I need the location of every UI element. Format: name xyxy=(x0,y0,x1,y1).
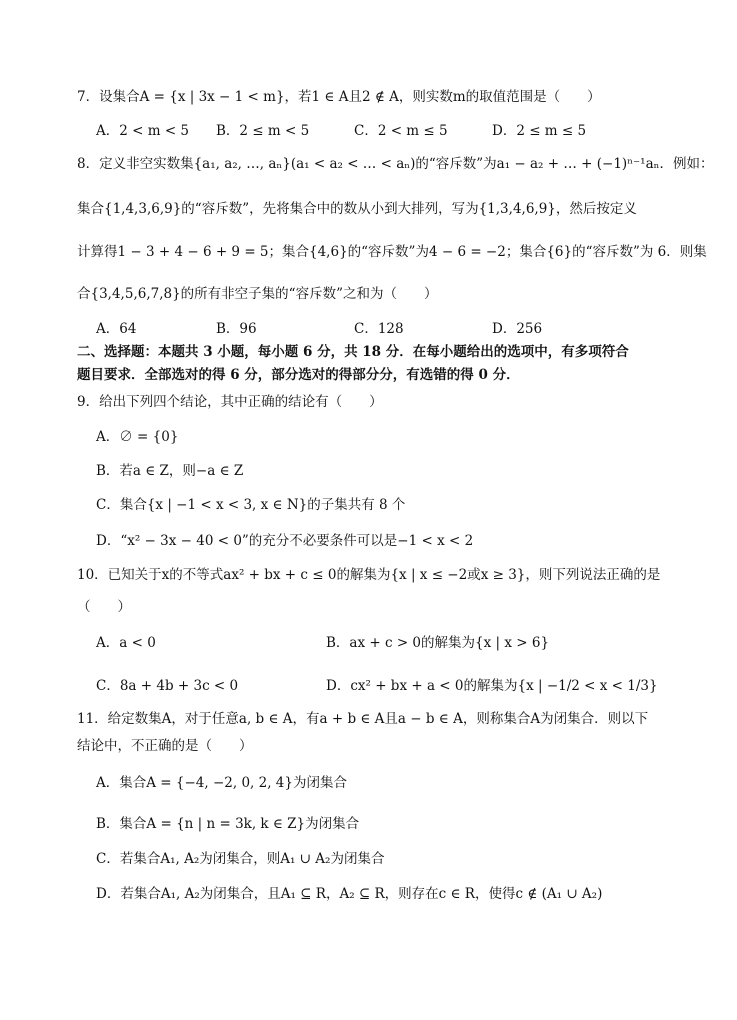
q7-option-b: B．2 ≤ m < 5 xyxy=(216,123,310,139)
q8-option-d: D．256 xyxy=(492,321,543,337)
q10-option-d: D．cx² + bx + a < 0的解集为{x | −1/2 < x < 1/3} xyxy=(326,678,658,694)
q8-option-c: C．128 xyxy=(354,321,404,337)
q8-line-4: 合{3,4,5,6,7,8}的所有非空子集的“容斥数”之和为（ ） xyxy=(77,286,438,302)
q10-option-c: C．8a + 4b + 3c < 0 xyxy=(96,678,239,694)
q9-option-c: C．集合{x | −1 < x < 3, x ∈ N}的子集共有 8 个 xyxy=(96,497,406,513)
q8-option-a: A．64 xyxy=(96,321,137,337)
q11-option-a: A．集合A = {−4, −2, 0, 2, 4}为闭集合 xyxy=(96,775,347,791)
q10-stem: 10．已知关于x的不等式ax² + bx + c ≤ 0的解集为{x | x ≤ −2或x ≥ 3}，则下列说法正确的是 xyxy=(77,567,661,583)
q11-line-1: 11．给定数集A，对于任意a, b ∈ A，有a + b ∈ A且a − b ∈ A，则称集合A为闭集合．则以下 xyxy=(77,711,649,727)
q11-option-b: B．集合A = {n | n = 3k, k ∈ Z}为闭集合 xyxy=(96,816,360,832)
q10-answer-paren: （ ） xyxy=(77,599,131,615)
q11-line-2: 结论中，不正确的是（ ） xyxy=(77,738,253,754)
section-2-instructions: 题目要求．全部选对的得 6 分，部分选对的得部分分，有选错的得 0 分． xyxy=(77,367,520,383)
q11-option-c: C．若集合A₁, A₂为闭集合，则A₁ ∪ A₂为闭集合 xyxy=(96,851,385,867)
q10-option-a: A．a < 0 xyxy=(96,635,156,651)
q9-stem: 9．给出下列四个结论，其中正确的结论有（ ） xyxy=(77,394,383,410)
q9-option-a: A．∅ = {0} xyxy=(96,429,179,445)
q9-option-d: D．“x² − 3x − 40 < 0”的充分不必要条件可以是−1 < x < 2 xyxy=(96,533,474,549)
q8-line-2: 集合{1,4,3,6,9}的“容斥数”，先将集合中的数从小到大排列，写为{1,3,4,6,9}，然后按定义 xyxy=(77,201,637,217)
q7-option-c: C．2 < m ≤ 5 xyxy=(354,123,448,139)
q8-line-1: 8．定义非空实数集{a₁, a₂, …, aₙ}(a₁ < a₂ < … < aₙ)的“容斥数”为a₁ − a₂ + … + (−1)ⁿ⁻¹aₙ．例如： xyxy=(77,156,714,172)
q9-option-b: B．若a ∈ Z，则−a ∈ Z xyxy=(96,463,244,479)
section-2-heading: 二、选择题：本题共 3 小题，每小题 6 分，共 18 分．在每小题给出的选项中，有多项符合 xyxy=(77,344,629,360)
q11-option-d: D．若集合A₁, A₂为闭集合，且A₁ ⊆ R，A₂ ⊆ R，则存在c ∈ R，使得c ∉ (A₁ ∪ A₂) xyxy=(96,886,603,902)
q7-option-a: A．2 < m < 5 xyxy=(96,123,190,139)
q7-stem: 7．设集合A = {x | 3x − 1 < m}，若1 ∈ A且2 ∉ A，则实数m的取值范围是（ ） xyxy=(77,89,601,105)
q10-option-b: B．ax + c > 0的解集为{x | x > 6} xyxy=(326,635,550,651)
q7-option-d: D．2 ≤ m ≤ 5 xyxy=(492,123,587,139)
q8-option-b: B．96 xyxy=(216,321,257,337)
q8-line-3: 计算得1 − 3 + 4 − 6 + 9 = 5；集合{4,6}的“容斥数”为4 − 6 = −2；集合{6}的“容斥数”为 6．则集 xyxy=(77,244,707,260)
